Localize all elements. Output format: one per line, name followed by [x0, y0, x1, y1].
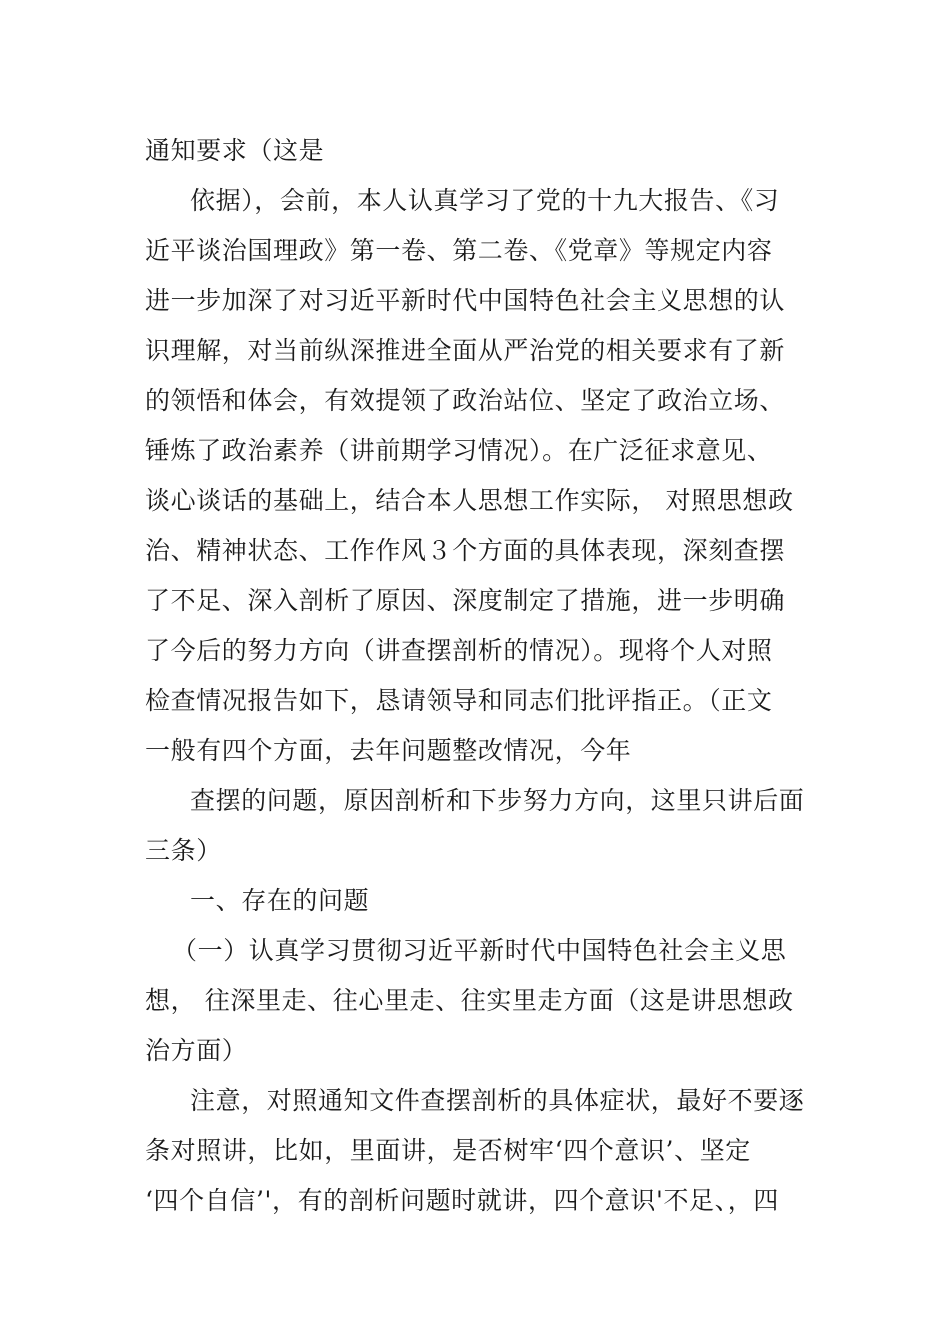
text-line-1: 通知要求（这是: [145, 136, 325, 165]
text-line-2: 依据），会前，本人认真学习了党的十九大报告、《习: [190, 186, 780, 215]
text-line-13: 一般有四个方面，去年问题整改情况，今年: [145, 736, 632, 765]
text-line-18: 想， 往深里走、往心里走、往实里走方面（这是讲思想政: [145, 986, 794, 1015]
text-line-4: 进一步加深了对习近平新时代中国特色社会主义思想的认: [145, 286, 786, 315]
subsection-heading-1: （一）认真学习贯彻习近平新时代中国特色社会主义思: [172, 936, 787, 965]
text-line-22: ‘四个自信’'，有的剖析问题时就讲，四个意识'不足、，四: [145, 1186, 779, 1215]
text-line-10: 了不足、深入剖析了原因、深度制定了措施，进一步明确: [145, 586, 786, 615]
text-line-7: 锤炼了政治素养（讲前期学习情况）。在广泛征求意见、: [145, 436, 773, 465]
text-line-21: 条对照讲，比如，里面讲，是否树牢‘四个意识’、坚定: [145, 1136, 751, 1165]
text-line-5: 识理解，对当前纵深推进全面从严治党的相关要求有了新: [145, 336, 786, 365]
text-line-15: 三条）: [145, 836, 222, 865]
text-line-9: 治、精神状态、工作作风３个方面的具体表现，深刻查摆: [145, 536, 786, 565]
text-line-20: 注意，对照通知文件查摆剖析的具体症状，最好不要逐: [190, 1086, 805, 1115]
text-line-19: 治方面）: [145, 1036, 248, 1065]
text-line-11: 了今后的努力方向（讲查摆剖析的情况）。现将个人对照: [145, 636, 773, 665]
text-line-6: 的领悟和体会，有效提领了政治站位、坚定了政治立场、: [145, 386, 786, 415]
section-heading-1: 一、存在的问题: [190, 886, 370, 915]
text-line-8: 谈心谈话的基础上，结合本人思想工作实际， 对照思想政: [145, 486, 794, 515]
text-line-3: 近平谈治国理政》第一卷、第二卷、《党章》等规定内容: [145, 236, 773, 265]
text-line-14: 查摆的问题，原因剖析和下步努力方向，这里只讲后面: [190, 786, 805, 815]
text-line-12: 检查情况报告如下，恳请领导和同志们批评指正。（正文: [145, 686, 773, 715]
